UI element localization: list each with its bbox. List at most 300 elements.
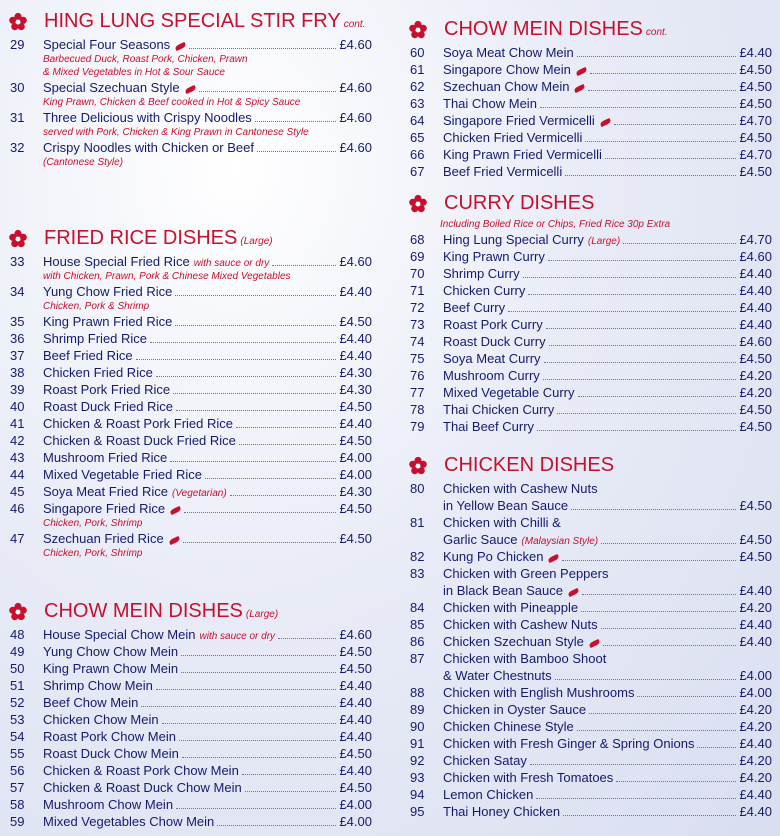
item-number: 43 <box>10 450 25 465</box>
menu-item <box>400 299 772 316</box>
item-number: 93 <box>410 770 425 785</box>
section-chowmein1 <box>0 598 372 830</box>
item-line <box>443 316 772 333</box>
item-price: £4.30 <box>339 382 372 397</box>
menu-item <box>0 711 372 728</box>
item-number: 51 <box>10 678 25 693</box>
item-price: £4.50 <box>739 96 772 111</box>
dot-leader <box>156 689 337 690</box>
item-price: £4.40 <box>339 284 372 299</box>
flower-icon <box>8 229 28 249</box>
item-name: Mixed Vegetable Curry <box>443 385 575 400</box>
item-number: 36 <box>10 331 25 346</box>
dot-leader <box>150 342 336 343</box>
item-price: £4.40 <box>739 300 772 315</box>
section-title <box>444 190 594 216</box>
item-name: Chicken Fried Vermicelli <box>443 130 583 145</box>
item-price: £4.30 <box>339 365 372 380</box>
item-number: 40 <box>10 399 25 414</box>
item-name: Crispy Noodles with Chicken or Beef <box>43 140 254 155</box>
menu-item <box>0 779 372 796</box>
item-name: Chicken Satay <box>443 753 527 768</box>
chilli-icon <box>168 536 180 545</box>
item-price: £4.50 <box>339 531 372 546</box>
item-price: £4.50 <box>339 661 372 676</box>
item-price: £4.40 <box>739 787 772 802</box>
item-number: 88 <box>410 685 425 700</box>
menu-item <box>400 231 772 248</box>
item-name: Mixed Vegetable Fried Rice <box>43 467 202 482</box>
item-description: served with Pork, Chicken & King Prawn in Cantonese Style <box>43 127 309 138</box>
item-name: Chicken with Fresh Ginger & Spring Onions <box>443 736 695 751</box>
dot-leader <box>181 672 336 673</box>
item-number: 61 <box>410 62 425 77</box>
item-number: 39 <box>10 382 25 397</box>
item-line <box>443 769 772 786</box>
item-line <box>443 803 772 820</box>
dot-leader <box>245 791 337 792</box>
item-line <box>43 813 372 830</box>
menu-item-continuation <box>400 497 772 514</box>
item-line <box>43 398 372 415</box>
item-line <box>443 548 772 565</box>
item-description: Chicken, Pork, Shrimp <box>43 518 143 529</box>
item-line <box>443 752 772 769</box>
item-name: Thai Chicken Curry <box>443 402 555 417</box>
menu-item <box>0 745 372 762</box>
item-number: 45 <box>10 484 25 499</box>
item-name: Chicken with Cashew Nuts <box>443 481 598 496</box>
item-name: Special Szechuan Style <box>43 80 180 95</box>
item-price: £4.00 <box>339 467 372 482</box>
item-line <box>443 633 772 650</box>
item-line <box>443 384 772 401</box>
item-number: 63 <box>410 96 425 111</box>
section-title <box>444 452 614 478</box>
item-price: £4.50 <box>739 79 772 94</box>
item-line <box>43 364 372 381</box>
menu-item-continuation <box>400 667 772 684</box>
dot-leader <box>536 798 736 799</box>
item-line <box>43 432 372 449</box>
section-title <box>44 8 365 38</box>
menu-item <box>0 466 372 483</box>
item-name: Thai Chow Mein <box>443 96 537 111</box>
dot-leader <box>546 328 737 329</box>
menu-item <box>400 248 772 265</box>
item-name: Shrimp Curry <box>443 266 520 281</box>
dot-leader <box>236 427 336 428</box>
item-number: 49 <box>10 644 25 659</box>
dot-leader <box>278 638 336 639</box>
item-number: 46 <box>10 501 25 516</box>
item-number: 44 <box>10 467 25 482</box>
dot-leader <box>242 774 337 775</box>
item-price: £4.50 <box>739 351 772 366</box>
item-price: £4.40 <box>339 729 372 744</box>
section-title-text: CURRY DISHES <box>444 192 595 214</box>
item-number: 78 <box>410 402 425 417</box>
item-line <box>43 466 372 483</box>
item-name: Garlic Sauce <box>443 532 518 547</box>
dot-leader <box>605 158 737 159</box>
item-name: Yung Chow Fried Rice <box>43 284 173 299</box>
menu-item <box>400 735 772 752</box>
item-line <box>443 78 772 95</box>
menu-item <box>400 616 772 633</box>
section-chicken <box>400 452 772 820</box>
item-name: Chicken with Cashew Nuts <box>443 617 598 632</box>
menu-item <box>400 786 772 803</box>
menu-item <box>0 313 372 330</box>
item-line <box>443 650 772 667</box>
menu-item <box>400 350 772 367</box>
item-line <box>443 599 772 616</box>
item-price: £4.40 <box>339 712 372 727</box>
menu-item <box>0 694 372 711</box>
dot-leader <box>544 362 737 363</box>
chilli-icon <box>599 118 611 127</box>
chilli-icon <box>588 639 600 648</box>
dot-leader <box>181 655 336 656</box>
menu-item <box>0 253 372 270</box>
dot-leader <box>537 430 736 431</box>
item-name: Chicken & Roast Duck Fried Rice <box>43 433 236 448</box>
item-price: £4.40 <box>739 634 772 649</box>
menu-item <box>400 78 772 95</box>
item-price: £4.40 <box>739 583 772 598</box>
section-title-text: FRIED RICE DISHES <box>44 227 238 249</box>
item-price: £4.20 <box>739 368 772 383</box>
item-name: Mixed Vegetables Chow Mein <box>43 814 215 829</box>
item-price: £4.50 <box>339 644 372 659</box>
section-title-text: CHICKEN DISHES <box>444 454 615 476</box>
item-price: £4.60 <box>339 254 372 269</box>
menu-item <box>0 79 372 96</box>
menu-item <box>0 483 372 500</box>
dot-leader <box>136 359 337 360</box>
menu-item <box>400 650 772 667</box>
menu-item <box>400 701 772 718</box>
section-header <box>0 598 372 626</box>
section-header <box>0 8 372 36</box>
dot-leader <box>590 73 737 74</box>
item-name: in Yellow Bean Sauce <box>443 498 569 513</box>
item-number: 91 <box>410 736 425 751</box>
item-number: 34 <box>10 284 25 299</box>
menu-item <box>0 36 372 53</box>
item-line <box>43 139 372 156</box>
item-name: Yung Chow Chow Mein <box>43 644 179 659</box>
flower-icon <box>408 194 428 214</box>
item-line <box>443 299 772 316</box>
item-name: Beef Fried Rice <box>43 348 133 363</box>
item-price: £4.50 <box>339 399 372 414</box>
item-name: Lemon Chicken <box>443 787 534 802</box>
flower-icon <box>8 12 28 32</box>
item-line <box>43 660 372 677</box>
item-line <box>43 779 372 796</box>
item-number: 53 <box>10 712 25 727</box>
item-name: Chicken with Chilli & <box>443 515 561 530</box>
menu-item <box>400 146 772 163</box>
item-line <box>43 79 372 96</box>
item-description: Chicken, Pork & Shrimp <box>43 301 150 312</box>
item-name: Roast Duck Chow Mein <box>43 746 179 761</box>
item-line <box>443 333 772 350</box>
item-number: 65 <box>410 130 425 145</box>
menu-item <box>400 367 772 384</box>
item-line <box>443 497 772 514</box>
item-name: Chicken & Roast Pork Chow Mein <box>43 763 239 778</box>
item-price: £4.40 <box>739 617 772 632</box>
item-price: £4.50 <box>739 532 772 547</box>
item-number: 66 <box>410 147 425 162</box>
item-price: £4.00 <box>339 797 372 812</box>
chilli-icon <box>170 506 182 515</box>
dot-leader <box>637 696 736 697</box>
section-title-text: HING LUNG SPECIAL STIR FRY <box>44 10 341 32</box>
item-name: Beef Chow Mein <box>43 695 139 710</box>
chilli-icon <box>548 554 560 563</box>
dot-leader <box>589 713 736 714</box>
menu-item <box>0 347 372 364</box>
dot-leader <box>571 509 736 510</box>
item-number: 50 <box>10 661 25 676</box>
item-price: £4.40 <box>739 283 772 298</box>
item-price: £4.60 <box>339 110 372 125</box>
item-name: Chicken with Bamboo Shoot <box>443 651 607 666</box>
menu-item <box>400 633 772 650</box>
item-number: 89 <box>410 702 425 717</box>
item-line <box>443 684 772 701</box>
item-description: Chicken, Pork, Shrimp <box>43 548 143 559</box>
menu-item <box>0 398 372 415</box>
menu-item <box>400 752 772 769</box>
item-name: Chicken in Oyster Sauce <box>443 702 587 717</box>
menu-item <box>0 626 372 643</box>
item-price: £4.20 <box>739 770 772 785</box>
dot-leader <box>549 345 737 346</box>
section-chowmein2 <box>400 16 772 180</box>
menu-item <box>400 95 772 112</box>
item-price: £4.30 <box>339 484 372 499</box>
item-line <box>443 616 772 633</box>
item-line <box>443 667 772 684</box>
menu-item-continuation <box>400 531 772 548</box>
item-name: King Prawn Curry <box>443 249 545 264</box>
item-price: £4.70 <box>739 232 772 247</box>
item-name: & Water Chestnuts <box>443 668 552 683</box>
section-title <box>44 225 273 255</box>
item-line <box>443 129 772 146</box>
item-number: 41 <box>10 416 25 431</box>
item-name: Mushroom Fried Rice <box>43 450 168 465</box>
menu-item <box>400 548 772 565</box>
dot-leader <box>577 56 737 57</box>
dot-leader <box>217 825 336 826</box>
item-line <box>43 711 372 728</box>
item-number: 84 <box>410 600 425 615</box>
item-number: 83 <box>410 566 425 581</box>
item-name: Chicken with Fresh Tomatoes <box>443 770 614 785</box>
item-number: 72 <box>410 300 425 315</box>
item-line <box>443 786 772 803</box>
item-name: Soya Meat Chow Mein <box>443 45 574 60</box>
item-price: £4.60 <box>339 627 372 642</box>
item-number: 86 <box>410 634 425 649</box>
item-price: £4.40 <box>739 45 772 60</box>
item-price: £4.20 <box>739 753 772 768</box>
menu-item <box>0 530 372 547</box>
item-line <box>43 694 372 711</box>
item-number: 33 <box>10 254 25 269</box>
dot-leader <box>555 679 737 680</box>
item-number: 70 <box>410 266 425 281</box>
menu-item <box>0 109 372 126</box>
item-price: £4.40 <box>739 317 772 332</box>
item-number: 71 <box>410 283 425 298</box>
menu-item <box>400 803 772 820</box>
dot-leader <box>272 265 336 266</box>
menu-item <box>400 316 772 333</box>
menu-item <box>400 129 772 146</box>
item-name: Roast Pork Fried Rice <box>43 382 171 397</box>
item-number: 82 <box>410 549 425 564</box>
dot-leader <box>230 495 337 496</box>
item-description: Barbecued Duck, Roast Pork, Chicken, Prawn <box>43 54 248 65</box>
item-price: £4.40 <box>339 763 372 778</box>
item-name: Chicken with Green Peppers <box>443 566 609 581</box>
item-price: £4.50 <box>739 130 772 145</box>
item-inline-note: with sauce or dry <box>193 258 270 269</box>
dot-leader <box>184 512 336 513</box>
item-name: Thai Beef Curry <box>443 419 535 434</box>
item-line <box>43 796 372 813</box>
item-name: King Prawn Fried Vermicelli <box>443 147 602 162</box>
item-line <box>443 701 772 718</box>
item-number: 57 <box>10 780 25 795</box>
item-line <box>443 95 772 112</box>
item-inline-note: (Vegetarian) <box>172 488 227 499</box>
menu-item <box>400 112 772 129</box>
dot-leader <box>530 764 737 765</box>
item-price: £4.40 <box>339 678 372 693</box>
dot-leader <box>199 91 337 92</box>
dot-leader <box>182 757 337 758</box>
dot-leader <box>614 124 737 125</box>
item-price: £4.60 <box>339 37 372 52</box>
item-number: 79 <box>410 419 425 434</box>
section-header <box>0 225 372 253</box>
item-price: £4.00 <box>739 668 772 683</box>
item-line <box>443 718 772 735</box>
item-name: Mushroom Curry <box>443 368 540 383</box>
dot-leader <box>548 260 737 261</box>
dot-leader <box>189 48 336 49</box>
item-price: £4.50 <box>339 314 372 329</box>
item-name: House Special Fried Rice <box>43 254 190 269</box>
item-number: 90 <box>410 719 425 734</box>
item-number: 32 <box>10 140 25 155</box>
item-name: Roast Duck Fried Rice <box>43 399 174 414</box>
item-name: Soya Meat Fried Rice <box>43 484 168 499</box>
dot-leader <box>170 461 336 462</box>
item-price: £4.50 <box>739 164 772 179</box>
item-line <box>443 401 772 418</box>
menu-item <box>0 728 372 745</box>
item-description: (Cantonese Style) <box>43 157 124 168</box>
item-number: 48 <box>10 627 25 642</box>
item-line <box>43 677 372 694</box>
item-name: King Prawn Chow Mein <box>43 661 179 676</box>
item-name: King Prawn Fried Rice <box>43 314 173 329</box>
item-price: £4.40 <box>739 736 772 751</box>
dot-leader <box>257 151 336 152</box>
item-line <box>443 248 772 265</box>
dot-leader <box>255 121 337 122</box>
item-price: £4.60 <box>739 334 772 349</box>
item-number: 69 <box>410 249 425 264</box>
flower-icon <box>408 456 428 476</box>
menu-item <box>400 769 772 786</box>
item-name: Chicken with Pineapple <box>443 600 579 615</box>
item-number: 29 <box>10 37 25 52</box>
item-number: 31 <box>10 110 25 125</box>
item-line <box>443 418 772 435</box>
item-line <box>43 745 372 762</box>
item-number: 81 <box>410 515 425 530</box>
item-price: £4.70 <box>739 113 772 128</box>
menu-item <box>400 599 772 616</box>
dot-leader <box>523 277 737 278</box>
item-price: £4.50 <box>339 433 372 448</box>
menu-item <box>400 265 772 282</box>
dot-leader <box>588 90 736 91</box>
item-line <box>443 265 772 282</box>
item-price: £4.40 <box>339 695 372 710</box>
item-name: Chicken & Roast Pork Fried Rice <box>43 416 234 431</box>
chilli-icon <box>574 84 586 93</box>
item-number: 64 <box>410 113 425 128</box>
item-line <box>443 61 772 78</box>
item-price: £4.50 <box>739 419 772 434</box>
section-title-text: CHOW MEIN DISHES <box>44 600 243 622</box>
item-name: Roast Pork Chow Mein <box>43 729 176 744</box>
dot-leader <box>601 543 736 544</box>
menu-item <box>400 61 772 78</box>
item-name: Kung Po Chicken <box>443 549 544 564</box>
item-description: with Chicken, Prawn, Pork & Chinese Mixed Vegetables <box>43 271 291 282</box>
item-price: £4.00 <box>339 814 372 829</box>
menu-item <box>400 163 772 180</box>
dot-leader <box>508 311 736 312</box>
item-line <box>43 728 372 745</box>
item-price: £4.70 <box>739 147 772 162</box>
section-stirfry <box>0 8 372 169</box>
item-line <box>443 367 772 384</box>
item-number: 60 <box>410 45 425 60</box>
item-line <box>443 582 772 599</box>
section-title-suffix: cont. <box>645 27 668 38</box>
item-number: 80 <box>410 481 425 496</box>
item-number: 87 <box>410 651 425 666</box>
menu-item-continuation <box>400 582 772 599</box>
menu-item <box>0 139 372 156</box>
item-line <box>43 381 372 398</box>
section-title-suffix: cont. <box>343 19 366 30</box>
menu-item <box>0 660 372 677</box>
